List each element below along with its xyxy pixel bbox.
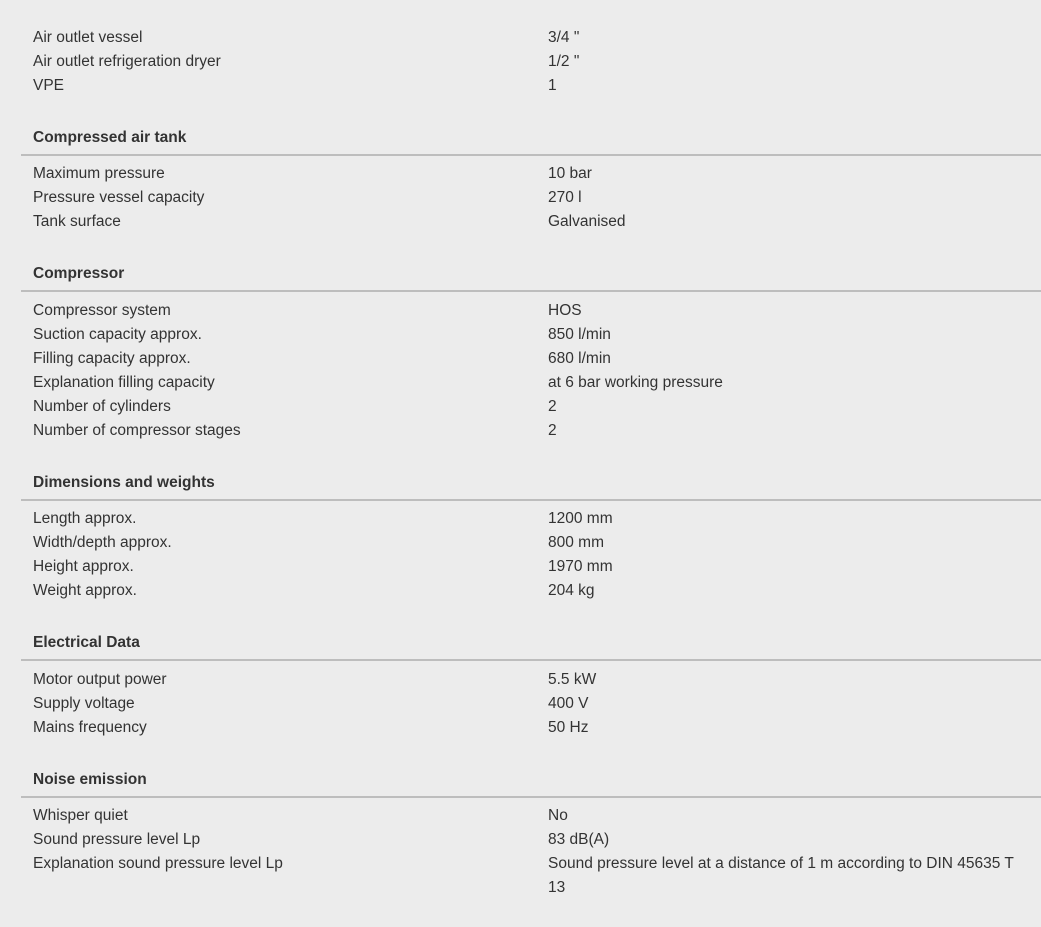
spec-row — [21, 668, 1041, 692]
spec-section-noise-emission — [21, 768, 1041, 900]
spec-row — [21, 531, 1041, 555]
spec-label: Compressor system — [33, 302, 171, 319]
spec-value: 204 kg — [548, 582, 595, 599]
spec-value: Sound pressure level at a distance of 1 m according to DIN 45635 T 13 — [548, 855, 1014, 896]
spec-value: 1 — [548, 77, 557, 94]
section-header — [21, 768, 1041, 798]
section-title: Electrical Data — [33, 634, 140, 651]
spec-label: Motor output power — [33, 671, 167, 688]
spec-value: 800 mm — [548, 534, 604, 551]
spec-label: Explanation filling capacity — [33, 374, 215, 391]
section-header — [21, 631, 1041, 661]
spec-value: 1970 mm — [548, 558, 613, 575]
spec-value: HOS — [548, 302, 582, 319]
spec-label: Air outlet vessel — [33, 29, 143, 46]
spec-row — [21, 395, 1041, 419]
spec-row — [21, 50, 1041, 74]
spec-section-general — [21, 26, 1041, 98]
spec-row — [21, 26, 1041, 50]
spec-row — [21, 804, 1041, 828]
spec-row — [21, 419, 1041, 443]
spec-row — [21, 716, 1041, 740]
spec-label: Filling capacity approx. — [33, 350, 191, 367]
spec-row — [21, 371, 1041, 395]
spec-row — [21, 555, 1041, 579]
spec-label: Explanation sound pressure level Lp — [33, 855, 283, 872]
spec-value: 5.5 kW — [548, 671, 597, 688]
spec-row — [21, 579, 1041, 603]
spec-row — [21, 852, 1041, 900]
spec-label: Height approx. — [33, 558, 134, 575]
section-title: Noise emission — [33, 771, 147, 788]
spec-label: Tank surface — [33, 213, 121, 230]
section-header — [21, 262, 1041, 292]
spec-row — [21, 210, 1041, 234]
spec-label: Width/depth approx. — [33, 534, 172, 551]
spec-value: 680 l/min — [548, 350, 611, 367]
spec-label: Weight approx. — [33, 582, 137, 599]
spec-row — [21, 507, 1041, 531]
spec-value: Galvanised — [548, 213, 626, 230]
spec-label: Length approx. — [33, 510, 137, 527]
spec-row — [21, 299, 1041, 323]
spec-label: Pressure vessel capacity — [33, 189, 205, 206]
section-header — [21, 126, 1041, 156]
spec-value: 83 dB(A) — [548, 831, 610, 848]
spec-label: Number of cylinders — [33, 398, 171, 415]
spec-value: 1/2 " — [548, 53, 580, 70]
spec-value: 850 l/min — [548, 326, 611, 343]
spec-value: at 6 bar working pressure — [548, 374, 723, 391]
spec-label: Maximum pressure — [33, 165, 165, 182]
spec-section-compressor — [21, 262, 1041, 443]
section-header — [21, 471, 1041, 501]
spec-row — [21, 323, 1041, 347]
spec-label: Whisper quiet — [33, 807, 128, 824]
spec-label: Mains frequency — [33, 719, 147, 736]
spec-label: Supply voltage — [33, 695, 135, 712]
spec-value: 2 — [548, 422, 557, 439]
spec-value: 2 — [548, 398, 557, 415]
spec-value: No — [548, 807, 568, 824]
spec-label: Number of compressor stages — [33, 422, 241, 439]
spec-row — [21, 347, 1041, 371]
spec-value: 400 V — [548, 695, 589, 712]
spec-value: 50 Hz — [548, 719, 589, 736]
section-title: Compressor — [33, 265, 125, 282]
spec-label: Air outlet refrigeration dryer — [33, 53, 221, 70]
section-title: Compressed air tank — [33, 129, 187, 146]
spec-section-electrical-data — [21, 631, 1041, 740]
section-title: Dimensions and weights — [33, 474, 215, 491]
spec-value: 1200 mm — [548, 510, 613, 527]
spec-row — [21, 186, 1041, 210]
spec-label: VPE — [33, 77, 65, 94]
spec-row — [21, 162, 1041, 186]
spec-row — [21, 74, 1041, 98]
spec-row — [21, 692, 1041, 716]
spec-label: Suction capacity approx. — [33, 326, 202, 343]
spec-value: 270 l — [548, 189, 582, 206]
spec-value: 3/4 " — [548, 29, 580, 46]
spec-value: 10 bar — [548, 165, 592, 182]
spec-section-compressed-air-tank — [21, 126, 1041, 234]
spec-section-dimensions-weights — [21, 471, 1041, 603]
spec-label: Sound pressure level Lp — [33, 831, 201, 848]
spec-row — [21, 828, 1041, 852]
